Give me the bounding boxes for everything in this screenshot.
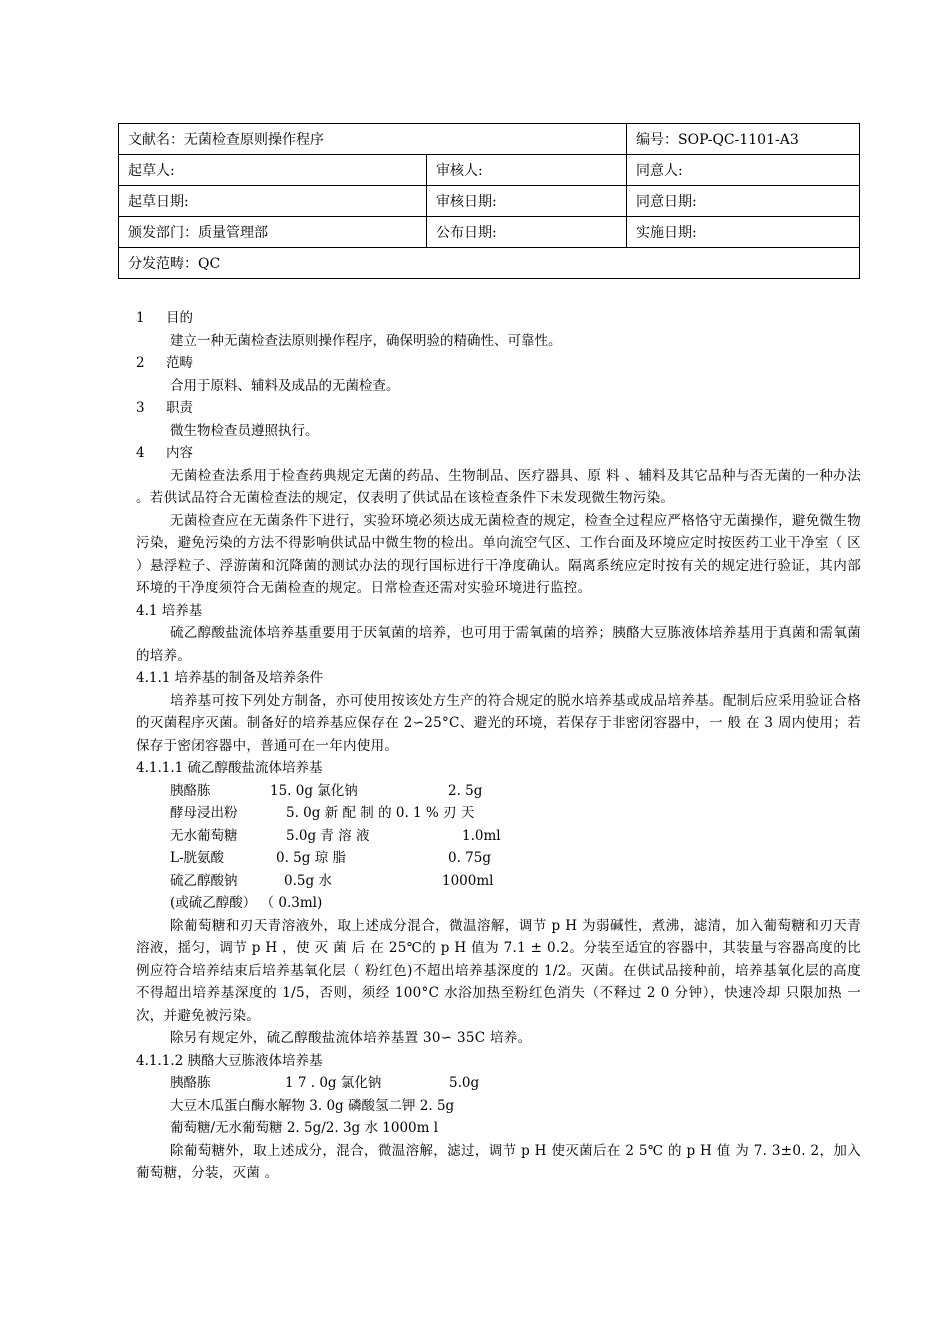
paragraph: 除葡萄糖和刃天青溶液外，取上述成分混合，微温溶解，调节 p H 为弱碱性，煮沸，滤清，加入葡萄糖和刃天青溶液，摇匀，调节 p H ，使 灭 菌 后 在 25℃的 p H 值为 7.1 ± 0.2。分装至适宜的容器中，其装量与容器高度的比例应符合培养结束后培养基氧化层（ 粉红色)不超出培养基深度的 1/2。灭菌。在供试品接种前，培养基氧化层的高度不得超出培养基深度的 1/5，否则，须经 100°C 水浴加热至粉红色消失（不释过 2 0 分钟），快速冷却 只限加热 一次，并避免被污染。: [136, 917, 861, 1024]
header-row-3: [119, 186, 860, 217]
paragraph: 除另有规定外，硫乙醇酸盐流体培养基置 30∽ 35C 培养。: [170, 1030, 532, 1046]
document-number: 编号：SOP-QC-1101-A3: [627, 124, 860, 155]
distribution-scope: 分发范畴：QC: [119, 248, 860, 279]
draft-date-field: 起草日期:: [119, 186, 427, 217]
drafter-field: 起草人:: [119, 155, 427, 186]
reviewer-field: 审核人:: [427, 155, 627, 186]
approver-field: 同意人:: [627, 155, 860, 186]
paragraph: 无菌检查应在无菌条件下进行，实验环境必须达成无菌检查的规定，检查全过程应严格恪守无菌操作，避免微生物污染，避免污染的方法不得影响供试品中微生物的检出。单向流空气区、工作台面及环境应定时按医药工业干净室（ 区 ）悬浮粒子、浮游菌和沉降菌的测试办法的现行国标进行干净度确认。隔离系统应定时按有关的规定进行验证，其内部环境的干净度须符合无菌检查的规定。日常检查还需对实验环境进行监控。: [136, 512, 861, 596]
formula-row: 葡萄糖/无水葡萄糖 2. 5g/2. 3g 水 1000m l: [170, 1120, 439, 1136]
subsection-heading: 4.1.1 培养基的制备及培养条件: [136, 670, 324, 686]
section-heading: 4 内容: [136, 445, 193, 461]
section-heading: 2 范畴: [136, 355, 193, 371]
subsection-heading: 4.1.1.2 胰酪大豆胨液体培养基: [136, 1052, 323, 1069]
paragraph: 除葡萄糖外，取上述成分，混合，微温溶解，滤过，调节 p H 使灭菌后在 2 5℃ 的 p H 值 为 7. 3±0. 2，加入葡萄糖，分装，灭菌 。: [136, 1142, 861, 1181]
subsection-heading: 4.1.1.1 硫乙醇酸盐流体培养基: [136, 760, 323, 776]
header-row-2: [119, 155, 860, 186]
approve-date-field: 同意日期:: [627, 186, 860, 217]
formula-row: 酵母浸出粉 5. 0g 新 配 制 的 0. 1 % 刃 天: [170, 805, 475, 821]
formula-row: 硫乙醇酸钠 0.5g 水 1000ml: [170, 872, 494, 889]
publish-date-field: 公布日期:: [427, 217, 627, 248]
formula-row: (或硫乙醇酸） （ 0.3ml): [170, 895, 323, 911]
section-text: 微生物检查员遵照执行。: [170, 422, 319, 439]
review-date-field: 审核日期:: [427, 186, 627, 217]
document-header-table: [118, 123, 860, 279]
formula-row: 胰酪胨 15. 0g 氯化钠 2. 5g: [170, 782, 483, 799]
header-row-4: [119, 217, 860, 248]
header-row-5: [119, 248, 860, 279]
formula-row: L-胱氨酸 0. 5g 琼 脂 0. 75g: [170, 850, 491, 866]
section-heading: 1 目的: [136, 310, 193, 326]
formula-row: 无水葡萄糖 5.0g 青 溶 液 1.0ml: [170, 827, 501, 844]
document-body: [136, 307, 861, 1185]
subsection-heading: 4.1 培养基: [136, 602, 203, 619]
implement-date-field: 实施日期:: [627, 217, 860, 248]
paragraph: 硫乙醇酸盐流体培养基重要用于厌氧菌的培养，也可用于需氧菌的培养；胰酪大豆胨液体培养基用于真菌和需氧菌的培养。: [136, 625, 861, 664]
section-text: 合用于原料、辅料及成品的无菌检查。: [170, 377, 400, 394]
formula-row: 大豆木瓜蛋白酶水解物 3. 0g 磷酸氢二钾 2. 5g: [170, 1097, 455, 1114]
formula-row: 胰酪胨 1 7 . 0g 氯化钠 5.0g: [170, 1075, 480, 1091]
paragraph: 培养基可按下列处方制备，亦可使用按该处方生产的符合规定的脱水培养基或成品培养基。配制后应采用验证合格的灭菌程序灭菌。制备好的培养基应保存在 2∽25°C、避光的环境，若保存于非密闭容器中，一 般 在 3 周内使用；若保存于密闭容器中，普通可在一年内使用。: [136, 692, 861, 754]
header-row-1: [119, 124, 860, 155]
document-name: 文献名：无菌检查原则操作程序: [119, 124, 627, 155]
department-field: 颁发部门：质量管理部: [119, 217, 427, 248]
paragraph: 无菌检查法系用于检查药典规定无菌的药品、生物制品、医疗器具、原 料 、辅料及其它品种与否无菌的一种办法 。若供试品符合无菌检查法的规定，仅表明了供试品在该检查条件下未发现微生物污染。: [136, 467, 861, 506]
section-text: 建立一种无菌检查法原则操作程序，确保明验的精确性、可靠性。: [170, 332, 562, 349]
section-heading: 3 职责: [136, 400, 193, 416]
